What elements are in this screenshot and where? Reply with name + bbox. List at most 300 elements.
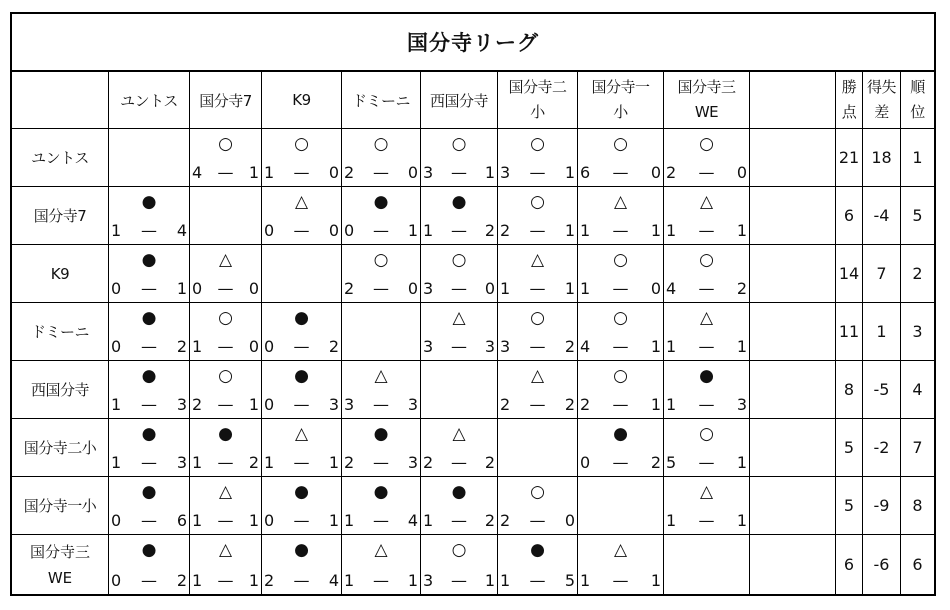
score-for: 0: [344, 221, 355, 240]
score-against: 4: [328, 571, 339, 590]
row-team-label: 国分寺二小: [23, 439, 97, 457]
match-result-cell: [190, 535, 262, 594]
match-result-cell: [190, 477, 262, 535]
rank-header-label: 順: [910, 78, 925, 96]
score-dash: —: [529, 221, 546, 240]
score-dash: —: [451, 453, 467, 472]
match-score: [262, 572, 341, 590]
match-score: [578, 280, 663, 298]
score-dash: —: [373, 511, 389, 530]
score-dash: —: [612, 279, 629, 298]
match-result-cell: [421, 419, 498, 477]
column-header-goal-diff: [863, 72, 901, 129]
match-result-cell: [342, 477, 421, 535]
goal-diff-header-label: 差: [874, 103, 889, 121]
row-team-name: [12, 477, 109, 535]
win-mark-icon: ○: [613, 308, 628, 328]
match-score: [262, 338, 341, 356]
score-for: 1: [111, 395, 122, 414]
score-against: 2: [328, 337, 339, 356]
match-score: [109, 222, 189, 240]
column-header-label: K9: [292, 91, 311, 109]
match-score: [578, 454, 663, 472]
blank-cell: [750, 303, 836, 361]
win-mark-icon: ○: [451, 540, 467, 560]
column-header-label: 国分寺三: [677, 78, 736, 96]
match-result-cell: [498, 129, 578, 187]
win-mark-icon: ○: [451, 250, 467, 270]
win-mark-icon: ○: [451, 134, 467, 154]
score-against: 1: [650, 221, 661, 240]
score-against: 0: [248, 337, 259, 356]
points-cell: 6: [836, 535, 863, 594]
score-dash: —: [698, 221, 715, 240]
match-score: [664, 396, 749, 414]
score-against: 1: [484, 163, 495, 182]
score-dash: —: [373, 453, 389, 472]
rank-cell: 2: [901, 245, 934, 303]
score-dash: —: [451, 163, 467, 182]
win-mark-icon: ○: [373, 134, 389, 154]
score-for: 2: [500, 511, 511, 530]
score-dash: —: [529, 395, 546, 414]
score-against: 0: [736, 163, 747, 182]
score-for: 3: [423, 337, 434, 356]
score-for: 1: [500, 279, 511, 298]
score-dash: —: [373, 571, 389, 590]
score-for: 0: [580, 453, 591, 472]
match-score: [342, 454, 420, 472]
score-dash: —: [293, 163, 310, 182]
score-dash: —: [612, 163, 629, 182]
rank-cell: 6: [912, 555, 923, 574]
row-team-name: [12, 303, 109, 361]
score-dash: —: [293, 571, 310, 590]
score-for: 0: [111, 571, 122, 590]
score-dash: —: [217, 395, 234, 414]
column-header-team: [109, 72, 190, 129]
score-dash: —: [698, 163, 715, 182]
win-mark-icon: ○: [530, 134, 545, 154]
row-team-name: [12, 419, 109, 477]
score-against: 2: [650, 453, 661, 472]
match-score: [664, 222, 749, 240]
match-result-cell: [498, 535, 578, 594]
loss-mark-icon: ●: [141, 540, 157, 560]
goal-diff-cell: -2: [863, 419, 901, 477]
match-result-cell: [664, 361, 750, 419]
draw-mark-icon: △: [452, 308, 466, 328]
rank-cell: 1: [901, 129, 934, 187]
score-against: 2: [564, 337, 575, 356]
draw-mark-icon: △: [218, 482, 233, 502]
draw-mark-icon: △: [452, 424, 466, 444]
score-dash: —: [217, 511, 234, 530]
win-mark-icon: ○: [699, 250, 714, 270]
row-team-label: 国分寺一小: [23, 497, 97, 515]
match-result-cell: [578, 361, 664, 419]
match-result-cell: [190, 245, 262, 303]
self-match-cell: [421, 361, 498, 419]
score-against: 1: [407, 221, 418, 240]
score-against: 1: [176, 279, 187, 298]
points-cell: 14: [836, 245, 863, 303]
rank-cell: 8: [901, 477, 934, 535]
match-score: [342, 572, 420, 590]
score-dash: —: [529, 279, 546, 298]
win-mark-icon: ○: [218, 134, 233, 154]
match-result-cell: [262, 129, 342, 187]
match-result-cell: [578, 245, 664, 303]
match-score: [262, 512, 341, 530]
blank-cell: [750, 535, 836, 594]
score-for: 3: [423, 279, 434, 298]
match-result-cell: [342, 535, 421, 594]
score-for: 1: [423, 221, 434, 240]
score-against: 1: [736, 221, 747, 240]
match-score: [498, 164, 577, 182]
loss-mark-icon: ●: [294, 540, 309, 560]
self-match-cell: [342, 303, 421, 361]
score-for: 1: [192, 453, 203, 472]
column-header-label: 国分寺一: [591, 78, 650, 96]
loss-mark-icon: ●: [451, 192, 467, 212]
points-cell: 5: [836, 419, 863, 477]
score-against: 3: [407, 395, 418, 414]
match-result-cell: [342, 129, 421, 187]
match-result-cell: [109, 477, 190, 535]
score-against: 0: [650, 163, 661, 182]
score-dash: —: [612, 395, 629, 414]
match-score: [421, 164, 497, 182]
goal-diff-cell: -9: [863, 477, 901, 535]
score-against: 1: [248, 511, 259, 530]
draw-mark-icon: △: [699, 308, 714, 328]
row-team-label: ユントス: [31, 149, 89, 167]
match-result-cell: [262, 361, 342, 419]
score-against: 1: [736, 511, 747, 530]
blank-cell: [750, 477, 836, 535]
match-result-cell: [664, 477, 750, 535]
match-score: [498, 280, 577, 298]
score-against: 1: [248, 395, 259, 414]
match-result-cell: [109, 361, 190, 419]
row-team-name: [12, 129, 109, 187]
score-dash: —: [141, 337, 157, 356]
match-score: [421, 454, 497, 472]
score-dash: —: [217, 337, 234, 356]
match-score: [109, 572, 189, 590]
column-header-label: ユントス: [120, 91, 178, 110]
score-dash: —: [141, 221, 157, 240]
score-for: 4: [192, 163, 203, 182]
score-for: 0: [264, 337, 275, 356]
score-against: 1: [248, 571, 259, 590]
match-score: [190, 338, 261, 356]
score-against: 2: [176, 571, 187, 590]
win-mark-icon: ○: [530, 482, 545, 502]
win-mark-icon: ○: [530, 192, 545, 212]
score-against: 3: [484, 337, 495, 356]
loss-mark-icon: ●: [218, 424, 233, 444]
column-header-blank: [750, 72, 836, 129]
match-score: [664, 338, 749, 356]
score-dash: —: [217, 279, 234, 298]
match-score: [262, 454, 341, 472]
score-against: 2: [248, 453, 259, 472]
row-team-name: [12, 245, 109, 303]
column-header-team: [664, 72, 750, 129]
loss-mark-icon: ●: [294, 366, 309, 386]
score-dash: —: [217, 163, 234, 182]
score-for: 6: [580, 163, 591, 182]
score-for: 1: [580, 221, 591, 240]
column-header-team: [498, 72, 578, 129]
score-for: 2: [344, 163, 355, 182]
score-against: 1: [650, 395, 661, 414]
score-for: 1: [192, 511, 203, 530]
score-dash: —: [293, 395, 310, 414]
match-score: [421, 512, 497, 530]
column-header-label: ドミーニ: [351, 91, 410, 110]
score-against: 2: [736, 279, 747, 298]
match-result-cell: [109, 419, 190, 477]
score-against: 4: [407, 511, 418, 530]
score-against: 0: [650, 279, 661, 298]
draw-mark-icon: △: [374, 366, 388, 386]
match-score: [578, 396, 663, 414]
match-score: [342, 280, 420, 298]
score-dash: —: [141, 279, 157, 298]
draw-mark-icon: △: [530, 366, 545, 386]
match-score: [421, 222, 497, 240]
score-dash: —: [612, 453, 629, 472]
match-result-cell: [342, 419, 421, 477]
score-dash: —: [529, 571, 546, 590]
match-result-cell: [262, 477, 342, 535]
row-team-name: [12, 187, 109, 245]
match-score: [262, 164, 341, 182]
score-dash: —: [451, 511, 467, 530]
draw-mark-icon: △: [613, 540, 628, 560]
match-result-cell: [578, 419, 664, 477]
score-against: 1: [650, 571, 661, 590]
draw-mark-icon: △: [218, 540, 233, 560]
draw-mark-icon: △: [294, 424, 309, 444]
match-score: [421, 338, 497, 356]
goal-diff-cell: -4: [863, 187, 901, 245]
score-for: 1: [264, 453, 275, 472]
blank-cell: [750, 419, 836, 477]
loss-mark-icon: ●: [373, 192, 389, 212]
match-score: [109, 512, 189, 530]
table-title: 国分寺リーグ: [12, 14, 934, 72]
loss-mark-icon: ●: [530, 540, 545, 560]
loss-mark-icon: ●: [141, 308, 157, 328]
score-dash: —: [217, 571, 234, 590]
score-against: 3: [176, 453, 187, 472]
row-team-label: WE: [47, 568, 73, 587]
column-header-team: [262, 72, 342, 129]
goal-diff-cell: 7: [863, 245, 901, 303]
score-against: 5: [564, 571, 575, 590]
score-for: 3: [423, 571, 434, 590]
self-match-cell: [664, 535, 750, 594]
score-dash: —: [451, 571, 467, 590]
win-mark-icon: ○: [530, 308, 545, 328]
draw-mark-icon: △: [699, 192, 714, 212]
score-against: 2: [484, 453, 495, 472]
match-score: [664, 280, 749, 298]
score-for: 0: [264, 395, 275, 414]
match-result-cell: [498, 361, 578, 419]
score-against: 0: [328, 221, 339, 240]
match-score: [262, 222, 341, 240]
match-result-cell: [190, 129, 262, 187]
match-score: [109, 338, 189, 356]
score-dash: —: [141, 453, 157, 472]
win-mark-icon: ○: [699, 134, 714, 154]
match-result-cell: [421, 129, 498, 187]
self-match-cell: [109, 129, 190, 187]
match-score: [664, 512, 749, 530]
win-mark-icon: ○: [373, 250, 389, 270]
column-header-points: [836, 72, 863, 129]
score-dash: —: [293, 221, 310, 240]
score-for: 0: [192, 279, 203, 298]
score-against: 3: [407, 453, 418, 472]
match-result-cell: [498, 187, 578, 245]
win-mark-icon: ○: [613, 366, 628, 386]
match-score: [578, 164, 663, 182]
match-score: [190, 396, 261, 414]
score-for: 2: [264, 571, 275, 590]
score-against: 1: [328, 453, 339, 472]
match-result-cell: [262, 535, 342, 594]
blank-cell: [750, 187, 836, 245]
score-for: 2: [500, 395, 511, 414]
score-against: 4: [176, 221, 187, 240]
match-score: [190, 512, 261, 530]
score-for: 3: [500, 163, 511, 182]
score-for: 1: [666, 511, 677, 530]
score-against: 3: [328, 395, 339, 414]
score-against: 1: [564, 279, 575, 298]
score-for: 2: [344, 453, 355, 472]
score-for: 1: [500, 571, 511, 590]
draw-mark-icon: △: [613, 192, 628, 212]
score-against: 2: [484, 221, 495, 240]
score-against: 6: [176, 511, 187, 530]
draw-mark-icon: △: [218, 250, 233, 270]
match-result-cell: [421, 303, 498, 361]
column-header-rank: [901, 72, 934, 129]
loss-mark-icon: ●: [294, 308, 309, 328]
score-for: 2: [423, 453, 434, 472]
score-dash: —: [612, 221, 629, 240]
loss-mark-icon: ●: [373, 482, 389, 502]
league-table: [10, 12, 936, 596]
score-for: 5: [666, 453, 677, 472]
score-for: 0: [264, 511, 275, 530]
score-against: 0: [484, 279, 495, 298]
match-result-cell: [109, 535, 190, 594]
match-score: [109, 454, 189, 472]
match-score: [578, 338, 663, 356]
match-score: [190, 164, 261, 182]
score-dash: —: [451, 279, 467, 298]
match-score: [578, 222, 663, 240]
match-result-cell: [262, 419, 342, 477]
row-team-label: K9: [50, 264, 70, 283]
column-header-label: 西国分寺: [429, 91, 488, 110]
score-dash: —: [698, 453, 715, 472]
match-result-cell: [664, 129, 750, 187]
match-result-cell: [421, 477, 498, 535]
score-against: 2: [484, 511, 495, 530]
score-for: 1: [111, 453, 122, 472]
score-against: 1: [564, 163, 575, 182]
score-for: 1: [344, 571, 355, 590]
column-header-label: 小: [613, 103, 628, 121]
score-dash: —: [293, 453, 310, 472]
score-against: 0: [407, 163, 418, 182]
score-dash: —: [698, 279, 715, 298]
match-result-cell: [578, 187, 664, 245]
draw-mark-icon: △: [374, 540, 388, 560]
loss-mark-icon: ●: [294, 482, 309, 502]
match-score: [421, 572, 497, 590]
blank-cell: [750, 129, 836, 187]
match-result-cell: [498, 477, 578, 535]
row-team-label: 国分寺7: [33, 207, 87, 225]
match-score: [342, 396, 420, 414]
corner-cell: [12, 72, 109, 129]
self-match-cell: [498, 419, 578, 477]
draw-mark-icon: △: [530, 250, 545, 270]
match-result-cell: [109, 303, 190, 361]
self-match-cell: [190, 187, 262, 245]
score-for: 1: [580, 571, 591, 590]
row-team-name: [12, 361, 109, 419]
score-dash: —: [529, 337, 546, 356]
row-team-name: [12, 535, 109, 594]
win-mark-icon: ○: [613, 250, 628, 270]
loss-mark-icon: ●: [141, 250, 157, 270]
score-against: 0: [564, 511, 575, 530]
match-result-cell: [664, 245, 750, 303]
score-dash: —: [373, 395, 389, 414]
goal-diff-cell: 18: [863, 129, 901, 187]
row-team-label: 国分寺三: [29, 542, 90, 561]
column-header-label: 国分寺二: [508, 78, 567, 96]
match-result-cell: [578, 535, 664, 594]
score-dash: —: [529, 163, 546, 182]
match-score: [342, 222, 420, 240]
score-against: 1: [407, 571, 418, 590]
rank-cell: 3: [901, 303, 934, 361]
score-against: 0: [407, 279, 418, 298]
score-for: 1: [666, 395, 677, 414]
column-header-team: [578, 72, 664, 129]
score-dash: —: [451, 337, 467, 356]
score-against: 1: [328, 511, 339, 530]
match-score: [578, 572, 663, 590]
score-for: 4: [580, 337, 591, 356]
score-dash: —: [141, 571, 157, 590]
match-result-cell: [664, 187, 750, 245]
score-for: 0: [111, 279, 122, 298]
